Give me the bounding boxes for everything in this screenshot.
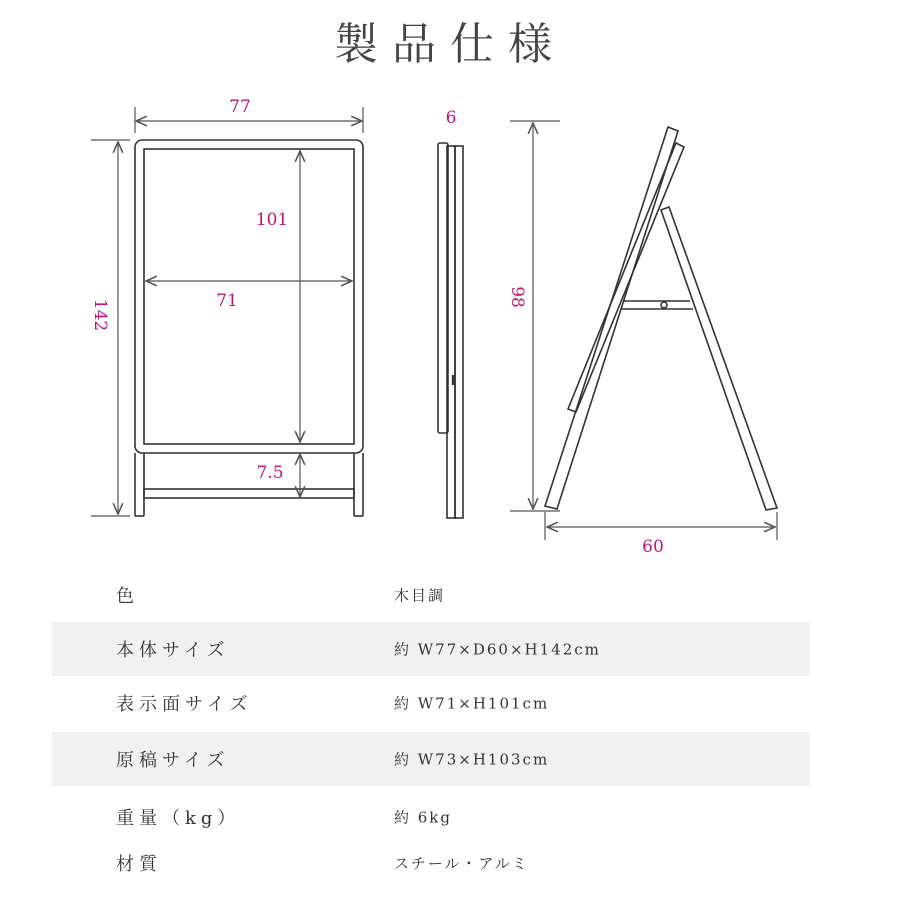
- open-panel: [568, 143, 684, 412]
- open-rear-leg: [661, 207, 777, 510]
- side-view-open: [545, 127, 777, 510]
- spec-label: 色: [116, 586, 139, 607]
- dim-height-open: 98: [507, 286, 527, 308]
- spec-value: 木目調: [394, 586, 446, 605]
- spec-value: 約 6kg: [394, 808, 453, 827]
- spec-label: 重量（kg）: [116, 808, 241, 829]
- spec-value: スチール・アルミ: [394, 854, 529, 873]
- dim-base-gap: 7.5: [256, 463, 284, 483]
- side-view-folded: [438, 143, 463, 518]
- spec-value: 約 W71×H101cm: [394, 694, 550, 713]
- spec-row-display-size: [52, 676, 810, 730]
- open-hinge: [661, 302, 667, 308]
- dim-depth-open: 60: [642, 537, 664, 557]
- front-base-bar: [144, 489, 354, 498]
- page-title: 製品仕様: [334, 19, 566, 70]
- spec-row-color: [52, 568, 810, 622]
- spec-label: 表示面サイズ: [116, 694, 253, 715]
- dim-width-inner: 71: [216, 291, 238, 311]
- spec-row-material: [52, 836, 810, 890]
- spec-label: 本体サイズ: [116, 640, 230, 661]
- spec-value: 約 W77×D60×H142cm: [394, 640, 601, 659]
- side-leg-back: [455, 146, 463, 518]
- spec-label: 原稿サイズ: [116, 750, 230, 771]
- front-frame-outer: [135, 140, 363, 453]
- dim-height-total: 142: [90, 298, 110, 332]
- dim-height-inner: 101: [255, 210, 289, 230]
- open-front-leg: [545, 127, 678, 509]
- front-view: [135, 140, 363, 516]
- spec-value: 約 W73×H103cm: [394, 750, 550, 769]
- dim-depth-frame: 6: [445, 108, 457, 128]
- spec-row-body-size: [52, 622, 810, 676]
- spec-row-manuscript-size: [52, 732, 810, 786]
- dim-width-outer: 77: [229, 97, 251, 117]
- front-frame-inner: [144, 149, 354, 444]
- spec-label: 材質: [116, 854, 162, 875]
